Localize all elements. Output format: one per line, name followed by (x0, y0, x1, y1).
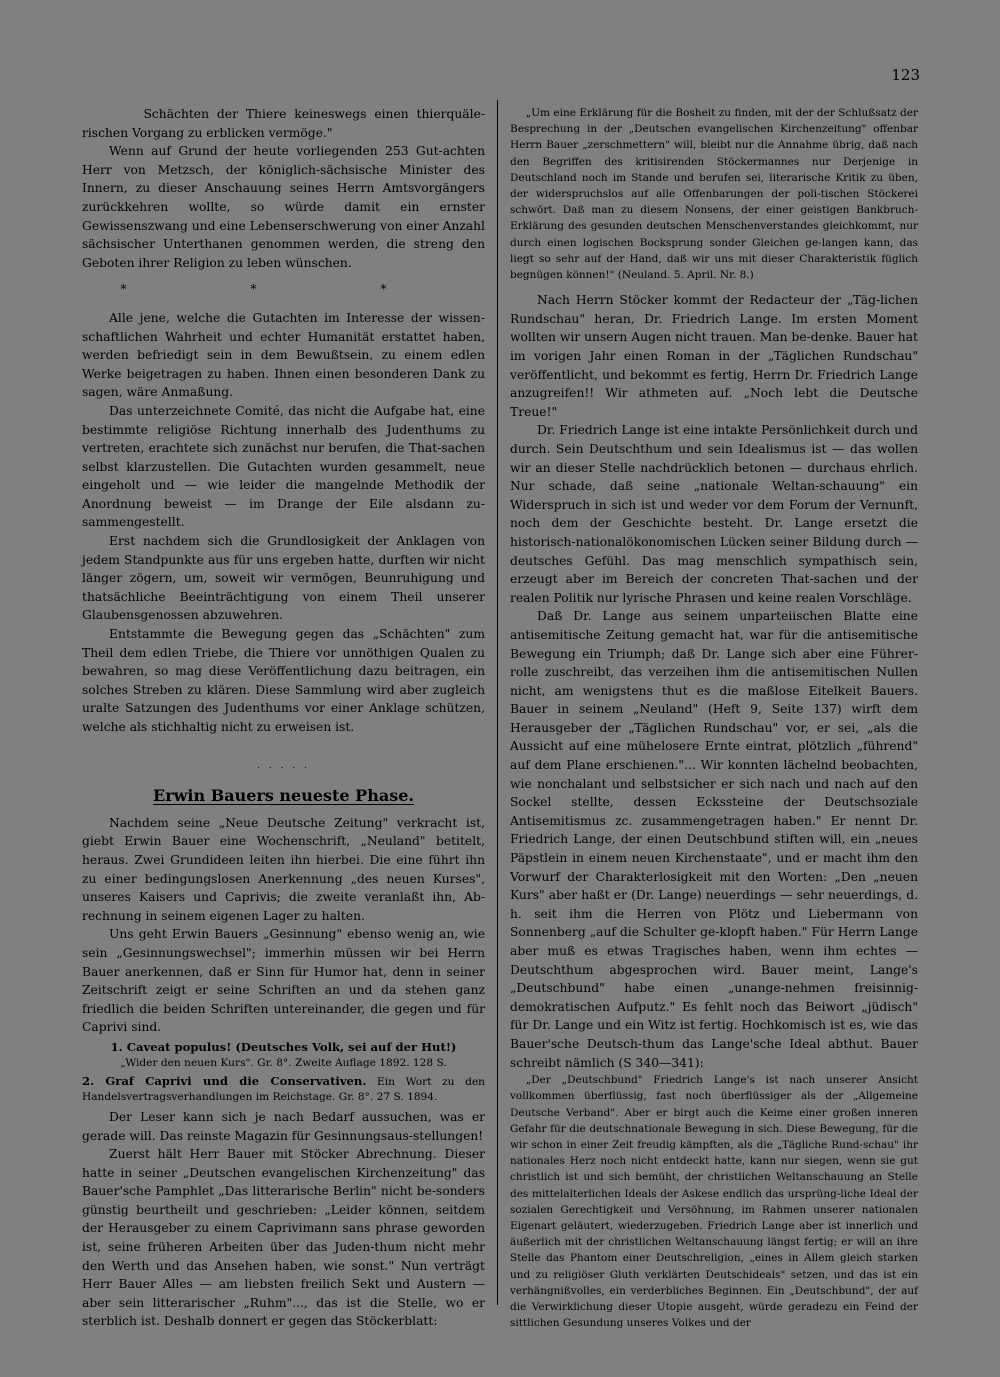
paragraph: Wenn auf Grund der heute vorliegenden 253 Gut-achten Herr von Metzsch, der königlich-sächsische Minister des Innern, zu dieser Anschauung seines Herrn Amtsvorgängers zurückkehren wollte, so würde damit ein ernster Gewissenszwang und eine Lebenserschwerung von einer Anzahl sächsischer Unterthanen genommen werden, die streng den Geboten ihrer Religion zu leben wünschen. (82, 144, 485, 270)
block-quote: „Um eine Erklärung für die Bosheit zu finden, mit der der Schlußsatz der Besprechung in der „Deutschen evangelischen Kirchenzeitung" offenbar Herrn Bauer „zerschmettern" will, bleibt nur die Annahme übrig, daß nach den Begriffen des kritisirenden Stöckermannes nur Derjenige in Deutschland noch im Stande und berufen sei, literarische Kritik zu üben, der widerspruchslos auf alle Offenbarungen der poli-tischen Stöckerei schwört. Daß man zu diesem Nonsens, der einer geistigen Bankbruch-Erklärung des gesunden deutschen Menschenverstandes gleichkommt, nur durch einen logischen Bocksprung sonder Gleichen ge-langen kann, das liegt so sehr auf der Hand, daß wir uns mit dieser Charakteristik füglich begnügen können!" (Neuland. 5. April. Nr. 8.) (510, 107, 918, 282)
bibliography-detail: Ein Wort zu den Handelsvertragsverhandlungen im Reichstage. Gr. 8°. 27 S. 1894. (82, 1075, 485, 1103)
paragraph: Erst nachdem sich die Grundlosigkeit der Anklagen von jedem Standpunkte aus für uns ergeben hatte, durften wir nicht länger zögern, um, soweit wir vermögen, Beunruhigung und thatsächliche Beeinträchtigung von einem Theil unserer Glaubensgenossen abzuwehren. (82, 534, 485, 623)
paragraph: Entstammte die Bewegung gegen das „Schächten" zum Theil dem edlen Triebe, die Thiere vor unnöthigen Qualen zu bewahren, so mag diese Veröffentlichung dazu beitragen, ein solches Streben zu klären. Diese Sammlung wird aber zugleich uralte Satzungen des Judenthums vor einer Anklage schützen, welche als stichhaltig nicht zu erweisen ist. (82, 627, 485, 734)
bibliography-detail: „Wider den neuen Kurs". Gr. 8°. Zweite Auflage 1892. 128 S. (120, 1056, 447, 1069)
column-rule (497, 100, 498, 1305)
paragraph: Alle jene, welche die Gutachten im Interesse der wissen-schaftlichen Wahrheit und echter Humanität erstattet haben, werden befriedigt sein in dem Bewußtsein, zu einem edlen Werke beigetragen zu haben. Ihnen einen besonderen Dank zu sagen, wäre Anmaßung. (82, 310, 485, 400)
left-column (82, 105, 485, 1331)
article-separator: . . . . . (257, 760, 310, 771)
paragraph: Der Leser kann sich je nach Bedarf aussuchen, was er gerade will. Das reinste Magazin für Gesinnungsaus-stellungen! (82, 1109, 485, 1143)
paragraph: Nachdem seine „Neue Deutsche Zeitung" verkracht ist, giebt Erwin Bauer eine Wochenschrift, „Neuland" betitelt, heraus. Zwei Grundideen leiten ihn hierbei. Die eine führt ihn zu einer bedingungslosen Anerkennung „des neuen Kurses", unseres Kaisers und Caprivis; die zweite veranlaßt ihn, Ab-rechnung in seinem eigenen Lager zu halten. (82, 815, 485, 923)
right-column (510, 105, 918, 1337)
page-number: 123 (891, 66, 920, 84)
bibliography-title: 2. Graf Caprivi und die Conservativen. (82, 1073, 367, 1088)
article-heading: Erwin Bauers neueste Phase. (153, 786, 414, 806)
section-divider-stars: * * * (120, 282, 447, 297)
paragraph: Uns geht Erwin Bauers „Gesinnung" ebenso wenig an, wie sein „Gesinnungswechsel"; immerhin müssen wir bei Herrn Bauer anerkennen, daß er Sinn für Humor hat, denn in seiner Zeitschrift zeigt er seine Schriften an und da stehen ganz friedlich die beiden Schriften untereinander, die gegen und für Caprivi sind. (82, 927, 485, 1035)
bibliography-entry-2 (82, 1074, 485, 1105)
bibliography-title: 1. Caveat populus! (Deutsches Volk, sei auf der Hut!) (110, 1039, 457, 1054)
paragraph: Zuerst hält Herr Bauer mit Stöcker Abrechnung. Dieser hatte in seiner „Deutschen evangelischen Kirchenzeitung" das Bauer'sche Pamphlet „Das litterarische Berlin" nicht be-sonders günstig beurtheilt und geschrieben: „Leider können, seitdem der Herausgeber zu einem Caprivimann sans phrase geworden ist, seine früheren Arbeiten über das Juden-thum nicht mehr den Werth und das Ansehen haben, wie sonst." Nun verträgt Herr Bauer Alles — am liebsten freilich Sekt und Austern — aber sein litterarischer „Ruhm"..., das ist die Stelle, wo er sterblich ist. Deshalb donnert er gegen das Stöckerblatt: (82, 1147, 485, 1329)
paragraph: Nach Herrn Stöcker kommt der Redacteur der „Täg-lichen Rundschau" heran, Dr. Friedrich Lange. Im ersten Moment wollten wir unsern Augen nicht trauen. Man be-denke. Bauer hat im vorigen Jahr einen Roman in der „Täglichen Rundschau" veröffentlicht, und bekommt es fertig, Herrn Dr. Friedrich Lange anzugreifen!! Wir athmeten auf. „Noch lebt die Deutsche Treue!" (510, 293, 918, 419)
block-quote: „Der „Deutschbund" Friedrich Lange's ist nach unserer Ansicht vollkommen überflüssig, fast noch überflüssiger als der „Allgemeine Deutsche Verband". Aber er birgt auch die Keime einer großen inneren Gefahr für die deutschnationale Bewegung in sich. Diese Bewegung, für die wir schon in einer Zeit freudig kämpften, als die „Tägliche Rund-schau" ihr nationales Herz noch nicht entdeckt hatte, kann nur siegen, wenn sie gut christlich ist und sich bemüht, der christlichen Weltanschauung an Stelle des mittelalterlichen Ideals der Askese endlich das ursprüng-liche Ideal der sozialen Gerechtigkeit und Versöhnung, im Rahmen unserer nationalen Eigenart geläutert, wiederzugeben. Friedrich Lange aber ist innerlich und äußerlich mit der christlichen Weltanschauung längst fertig; er will an ihre Stelle das Phantom einer Deutschreligion, „eines in Allem gleich starken und zu religiöser Gluth verklärten Deutschideals" setzen, und das ist ein verhängnißvolles, ein verderbliches Beginnen. Ein „Deutschbund", der auf die Verwirklichung dieser Utopie ausgeht, würde geradezu ein Feind der sittlichen Gesundung unseres Volkes und der (510, 1074, 918, 1330)
paragraph: Dr. Friedrich Lange ist eine intakte Persönlichkeit durch und durch. Sein Deutschthum und sein Idealismus ist — das wollen wir an dieser Stelle nachdrücklich betonen — durchaus ehrlich. Nur schade, daß seine „nationale Weltan-schauung" ein Widerspruch in sich ist und weder vor dem Forum der Vernunft, noch dem der Geschichte besteht. Dr. Lange ersetzt die historisch-nationalökonomischen Lücken seiner Bildung durch — deutsches Gefühl. Das mag menschlich sympathisch sein, erzeugt aber im Bereich der concreten That-sachen und der realen Politik nur lyrische Phrasen und keine realen Vorschläge. (510, 423, 918, 605)
paragraph: Daß Dr. Lange aus seinem unparteiischen Blatte eine antisemitische Zeitung gemacht hat, war für die antisemitische Bewegung ein Triumph; daß Dr. Lange sich aber eine Führer-rolle zuschreibt, das verzeihen ihm die antisemitischen Nullen nicht, am wenigstens thut es die maßlose Eitelkeit Bauers. Bauer in seinem „Neuland" (Heft 9, Seite 137) wirft dem Herausgeber der „Täglichen Rundschau" vor, er sei, „als die Aussicht auf eine mühelosere Ernte eintrat, plötzlich „führend" auf dem Plane erschienen."... Wir konnten lächelnd beobachten, wie nonchalant und selbstsicher er sich nach und nach auf den Sockel stellte, dessen Eckssteine der Deutschsoziale Antisemitismus zc. zusammengetragen haben." Er nennt Dr. Friedrich Lange, der einen Deutschbund stiften will, ein „neues Päpstlein in einem neuen Kirchenstaate", und er macht ihm den Vorwurf der Charakterlosigkeit mit den Worten: „Den „neuen Kurs" aber haßt er (Dr. Lange) neuerdings — sehr neuerdings, d. h. seit ihm die Herren von Plötz und Liebermann von Sonnenberg „auf die Schulter ge-klopft haben." Für Herrn Lange aber muß es etwas Tragisches haben, wenn ihm echtes — Deutschthum abgesprochen wird. Bauer meint, Lange's „Deutschbund" habe einen „unange-nehmen freisinnig-demokratischen Aufputz." Es fehlt noch das Beiwort „jüdisch" für Dr. Lange und ein Witz ist fertig. Hochkomisch ist es, wie das Bauer'sche Deutsch-thum das Lange'sche Ideal abthut. Bauer schreibt nämlich (S 340—341): (510, 609, 918, 1070)
bibliography-entry-1 (82, 1040, 485, 1071)
paragraph: Schächten der Thiere keineswegs einen thierquäle-rischen Vorgang zu erblicken vermöge." (82, 107, 485, 140)
paragraph: Das unterzeichnete Comité, das nicht die Aufgabe hat, eine bestimmte religiöse Richtung innerhalb des Judenthums zu vertreten, erachtete sich zunächst nur berufen, die That-sachen selbst klarzustellen. Die Gutachten wurden gesammelt, neue eingeholt und — wie leider die mangelnde Methodik der Anordnung beweist — im Drange der Eile alsdann zu-sammengestellt. (82, 403, 485, 530)
